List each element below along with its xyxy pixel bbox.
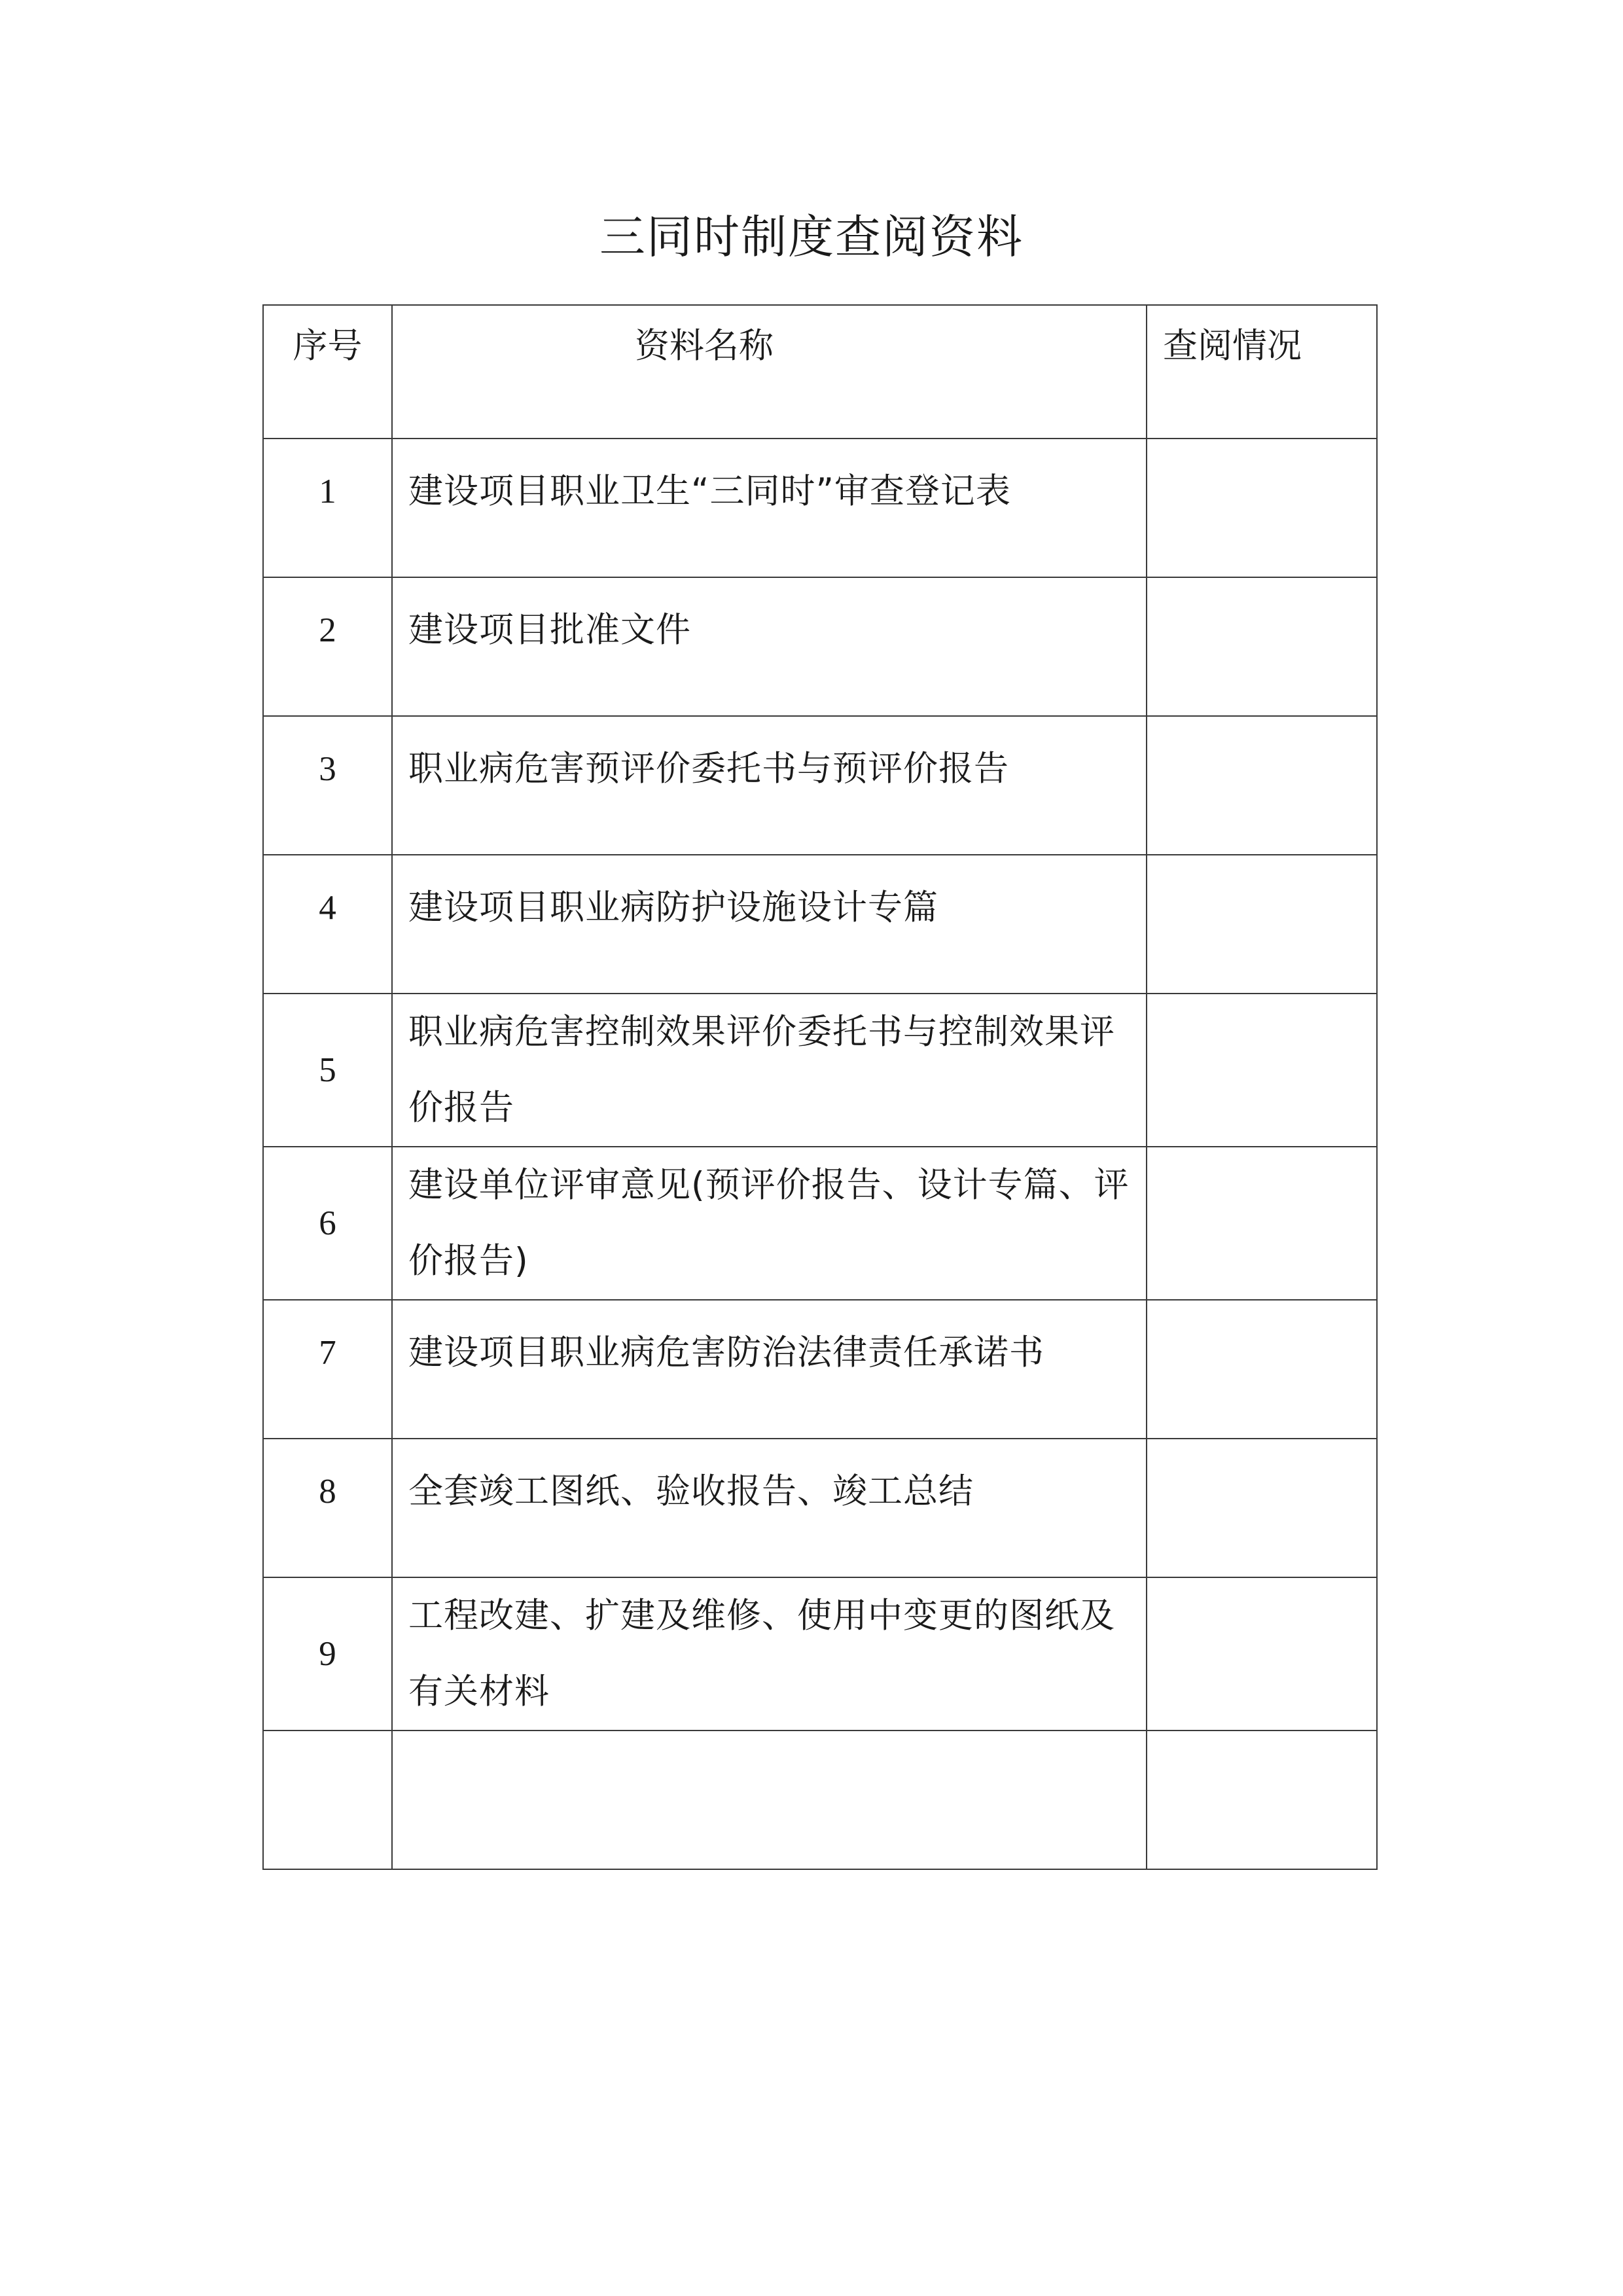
row-document-name: 职业病危害控制效果评价委托书与控制效果评价报告: [392, 994, 1147, 1147]
header-document-name: 资料名称: [392, 305, 1147, 439]
row-serial-number: 2: [263, 577, 392, 716]
table-header-row: [263, 305, 1377, 439]
review-table: [262, 304, 1378, 1870]
row-document-name: 全套竣工图纸、验收报告、竣工总结: [392, 1439, 1147, 1577]
row-document-name: 职业病危害预评价委托书与预评价报告: [392, 716, 1147, 855]
row-serial-number: 6: [263, 1147, 392, 1300]
row-serial-number: 8: [263, 1439, 392, 1577]
table-row: [263, 716, 1377, 855]
row-document-name: 建设项目职业卫生“三同时”审查登记表: [392, 439, 1147, 577]
header-serial-number: 序号: [263, 305, 392, 439]
row-review-status[interactable]: [1147, 994, 1377, 1147]
table-row: [263, 439, 1377, 577]
row-review-status[interactable]: [1147, 716, 1377, 855]
table-row: [263, 1147, 1377, 1300]
table-row: [263, 577, 1377, 716]
row-serial-number: 5: [263, 994, 392, 1147]
table-row: [263, 1577, 1377, 1731]
row-review-status[interactable]: [1147, 855, 1377, 994]
row-review-status[interactable]: [1147, 1731, 1377, 1869]
table-row: [263, 1300, 1377, 1439]
row-serial-number[interactable]: [263, 1731, 392, 1869]
row-review-status[interactable]: [1147, 1577, 1377, 1731]
table-row: [263, 1731, 1377, 1869]
table-row: [263, 1439, 1377, 1577]
row-document-name[interactable]: [392, 1731, 1147, 1869]
row-review-status[interactable]: [1147, 439, 1377, 577]
row-review-status[interactable]: [1147, 1300, 1377, 1439]
row-review-status[interactable]: [1147, 1147, 1377, 1300]
row-review-status[interactable]: [1147, 1439, 1377, 1577]
row-document-name: 建设项目职业病危害防治法律责任承诺书: [392, 1300, 1147, 1439]
row-document-name: 建设单位评审意见(预评价报告、设计专篇、评价报告): [392, 1147, 1147, 1300]
row-serial-number: 7: [263, 1300, 392, 1439]
row-serial-number: 4: [263, 855, 392, 994]
row-serial-number: 3: [263, 716, 392, 855]
page-title: 三同时制度查阅资料: [599, 210, 1024, 264]
table-row: [263, 855, 1377, 994]
row-document-name: 工程改建、扩建及维修、使用中变更的图纸及有关材料: [392, 1577, 1147, 1731]
table-row: [263, 994, 1377, 1147]
row-review-status[interactable]: [1147, 577, 1377, 716]
row-document-name: 建设项目批准文件: [392, 577, 1147, 716]
header-review-status: 查阅情况: [1147, 305, 1377, 439]
row-serial-number: 9: [263, 1577, 392, 1731]
row-serial-number: 1: [263, 439, 392, 577]
row-document-name: 建设项目职业病防护设施设计专篇: [392, 855, 1147, 994]
